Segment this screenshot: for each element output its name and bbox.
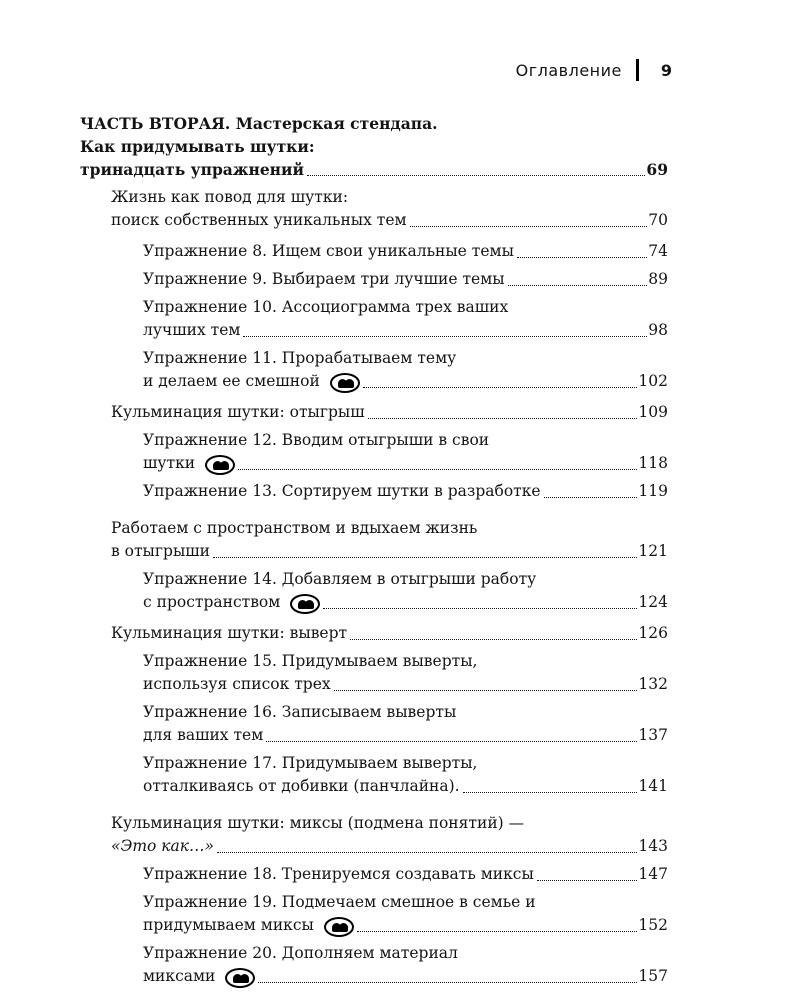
toc-entry-line2: придумываем миксы (143, 916, 314, 934)
toc-entry-exercise[interactable] (80, 429, 668, 475)
toc-entry-title: Кульминация шутки: отыгрыш (111, 403, 365, 421)
toc-page-number: 102 (638, 372, 668, 390)
toc-entry-exercise[interactable] (80, 480, 668, 503)
toc-entry-line1: Упражнение 12. Вводим отыгрыши в свои (143, 431, 490, 449)
toc-entry-exercise[interactable] (80, 347, 668, 393)
dot-leader (363, 384, 638, 388)
toc-entry-line2: и делаем ее смешной (143, 372, 320, 390)
dot-leader (217, 849, 637, 853)
toc-entry-line1: Упражнение 15. Придумываем выверты, (143, 652, 478, 670)
toc-page-number: 109 (638, 403, 668, 421)
dot-leader (508, 282, 648, 286)
toc-page-number: 126 (638, 624, 668, 642)
toc-entry-line1: Работаем с пространством и вдыхаем жизнь (111, 519, 478, 537)
toc-page-number: 89 (648, 270, 668, 288)
toc-entry-exercise[interactable] (80, 701, 668, 747)
toc-entry-line1: Упражнение 16. Записываем выверты (143, 703, 457, 721)
page-number: 9 (660, 60, 672, 80)
group-exercise-icon (290, 594, 320, 614)
group-exercise-icon (205, 455, 235, 475)
header-divider (636, 59, 639, 81)
toc-page-number: 137 (638, 726, 668, 744)
toc-entry-line1: Кульминация шутки: миксы (подмена понятий) — (111, 814, 525, 832)
toc-entry-exercise[interactable] (80, 863, 668, 886)
toc-page-number: 98 (648, 321, 668, 339)
toc-page-number: 121 (638, 542, 668, 560)
toc-page-number: 69 (646, 160, 668, 179)
part-heading-line3: тринадцать упражнений (80, 160, 305, 179)
toc-entry-line1: Жизнь как повод для шутки: (111, 188, 349, 206)
dot-leader (243, 333, 647, 337)
toc-entry-exercise[interactable] (80, 752, 668, 798)
part-heading-line2: Как придумывать шутки: (80, 137, 315, 156)
toc-page-number: 124 (638, 593, 668, 611)
toc-entry-line1: Упражнение 19. Подмечаем смешное в семье и (143, 893, 536, 911)
toc-entry-exercise[interactable] (80, 240, 668, 263)
dot-leader (307, 172, 645, 176)
dot-leader (350, 636, 637, 640)
toc-entry-exercise[interactable] (80, 650, 668, 696)
running-header (516, 58, 672, 82)
toc-page-number: 157 (638, 967, 668, 985)
dot-leader (537, 877, 638, 881)
toc-page-number: 141 (638, 777, 668, 795)
dot-leader (323, 605, 637, 609)
toc-page-number: 119 (638, 482, 668, 500)
group-exercise-icon (330, 373, 360, 393)
part-heading[interactable] (80, 112, 668, 181)
dot-leader (213, 554, 637, 558)
dot-leader (238, 466, 637, 470)
toc-entry-section[interactable] (80, 186, 668, 232)
toc-entry-line2: миксами (143, 967, 216, 985)
dot-leader (357, 928, 638, 932)
toc-entry-title: Кульминация шутки: выверт (111, 624, 348, 642)
toc-page-number: 132 (638, 675, 668, 693)
toc-entry-title: Упражнение 9. Выбираем три лучшие темы (143, 270, 505, 288)
toc-entry-line2: отталкиваясь от добивки (панчлайна). (143, 777, 460, 795)
dot-leader (410, 223, 648, 227)
toc-entry-section[interactable] (80, 401, 668, 424)
toc-entry-line2: «Это как…» (111, 837, 215, 855)
toc-entry-line2: для ваших тем (143, 726, 264, 744)
dot-leader (544, 494, 638, 498)
toc-entry-exercise[interactable] (80, 568, 668, 614)
dot-leader (258, 979, 637, 983)
toc-entry-line2: шутки (143, 454, 196, 472)
toc-entry-section[interactable] (80, 622, 668, 645)
toc-entry-exercise[interactable] (80, 268, 668, 291)
toc-entry-line1: Упражнение 14. Добавляем в отыгрыши работу (143, 570, 537, 588)
toc-entry-exercise[interactable] (80, 942, 668, 988)
toc-page-number: 118 (638, 454, 668, 472)
part-heading-line1: ЧАСТЬ ВТОРАЯ. Мастерская стендапа. (80, 114, 438, 133)
toc-page-number: 152 (638, 916, 668, 934)
toc-entry-title: Упражнение 8. Ищем свои уникальные темы (143, 242, 514, 260)
toc-entry-section[interactable] (80, 812, 668, 858)
toc-page-number: 70 (648, 211, 668, 229)
toc-page-number: 143 (638, 837, 668, 855)
dot-leader (368, 415, 638, 419)
toc-entry-title: Упражнение 13. Сортируем шутки в разработке (143, 482, 541, 500)
toc-entry-line2: поиск собственных уникальных тем (111, 211, 407, 229)
toc-entry-line1: Упражнение 17. Придумываем выверты, (143, 754, 478, 772)
group-exercise-icon (324, 917, 354, 937)
toc-page-number: 147 (638, 865, 668, 883)
dot-leader (517, 254, 647, 258)
group-exercise-icon (225, 968, 255, 988)
toc-page-number: 74 (648, 242, 668, 260)
toc-entry-line1: Упражнение 10. Ассоциограмма трех ваших (143, 298, 509, 316)
header-title: Оглавление (515, 60, 622, 80)
toc-entry-line1: Упражнение 20. Дополняем материал (143, 944, 458, 962)
toc-entry-title: Упражнение 18. Тренируемся создавать миксы (143, 865, 534, 883)
toc-entry-line2: используя список трех (143, 675, 331, 693)
table-of-contents (80, 112, 668, 988)
toc-entry-line2: лучших тем (143, 321, 241, 339)
dot-leader (463, 789, 638, 793)
toc-entry-exercise[interactable] (80, 891, 668, 937)
toc-entry-section[interactable] (80, 517, 668, 563)
dot-leader (266, 738, 637, 742)
toc-entry-line2: в отыгрыши (111, 542, 211, 560)
toc-entry-exercise[interactable] (80, 296, 668, 342)
toc-entry-line2: с пространством (143, 593, 281, 611)
dot-leader (334, 687, 638, 691)
toc-entry-line1: Упражнение 11. Прорабатываем тему (143, 349, 457, 367)
